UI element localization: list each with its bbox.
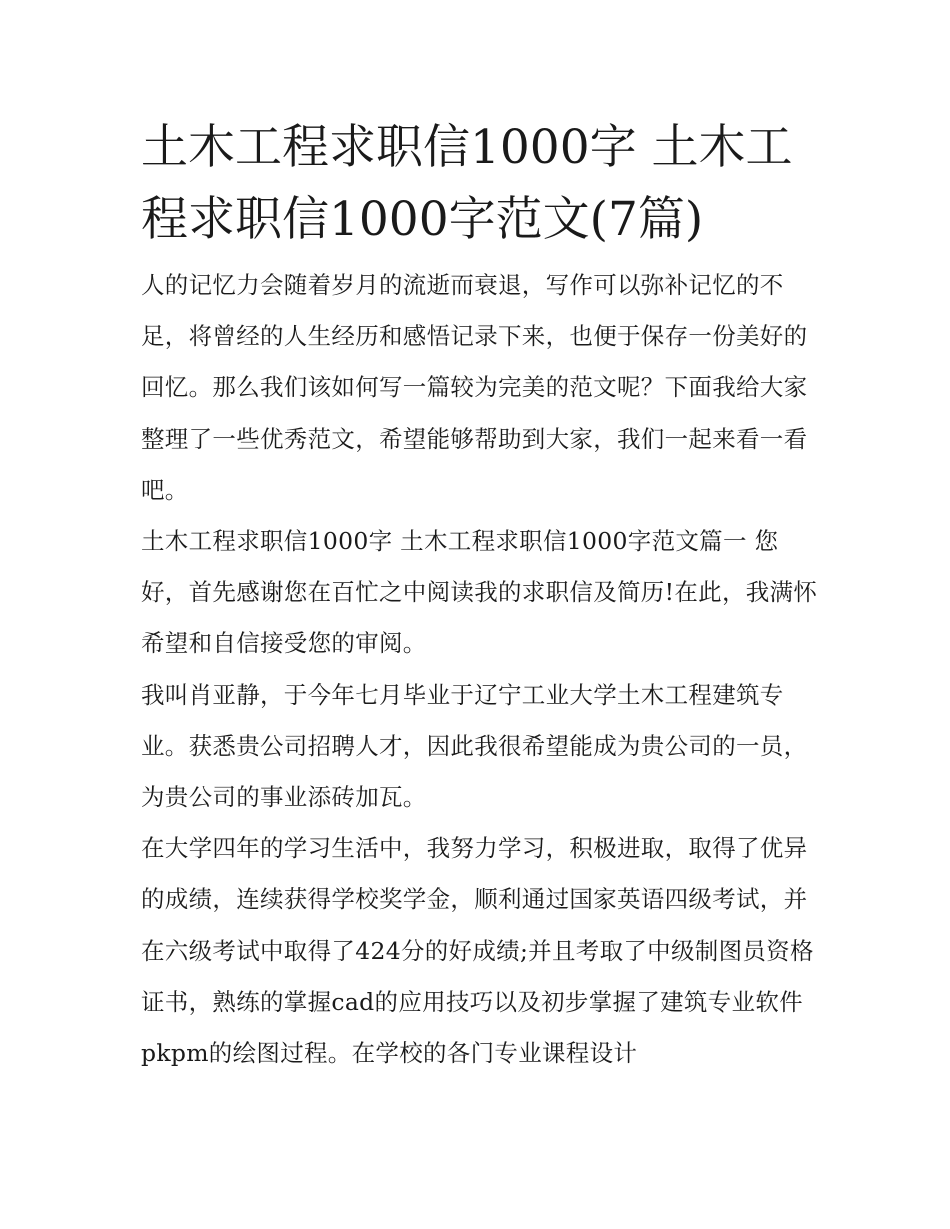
paragraph-letter-opening: 土木工程求职信1000字 土木工程求职信1000字范文篇一 您好，首先感谢您在百忙之中阅读我的求职信及简历!在此，我满怀希望和自信接受您的审阅。: [141, 527, 818, 658]
document-page: [141, 112, 821, 1079]
paragraph-self-introduction: 我叫肖亚静，于今年七月毕业于辽宁工业大学土木工程建筑专业。获悉贵公司招聘人才，因此我很希望能成为贵公司的一员，为贵公司的事业添砖加瓦。: [141, 680, 808, 812]
document-title: 土木工程求职信1000字 土木工程求职信1000字范文(7篇): [141, 120, 793, 247]
paragraph-study-achievements: 在大学四年的学习生活中，我努力学习，积极进取，取得了优异的成绩，连续获得学校奖学金，顺利通过国家英语四级考试，并在六级考试中取得了424分的好成绩;并且考取了中级制图员资格证书，熟练的掌握cad的应用技巧以及初步掌握了建筑专业软件pkpm的绘图过程。在学校的各门专业课程设计: [141, 834, 814, 1068]
paragraph-intro: 人的记忆力会随着岁月的流逝而衰退，写作可以弥补记忆的不足，将曾经的人生经历和感悟记录下来，也便于保存一份美好的回忆。那么我们该如何写一篇较为完美的范文呢？下面我给大家整理了一些优秀范文，希望能够帮助到大家，我们一起来看一看吧。: [141, 271, 808, 504]
